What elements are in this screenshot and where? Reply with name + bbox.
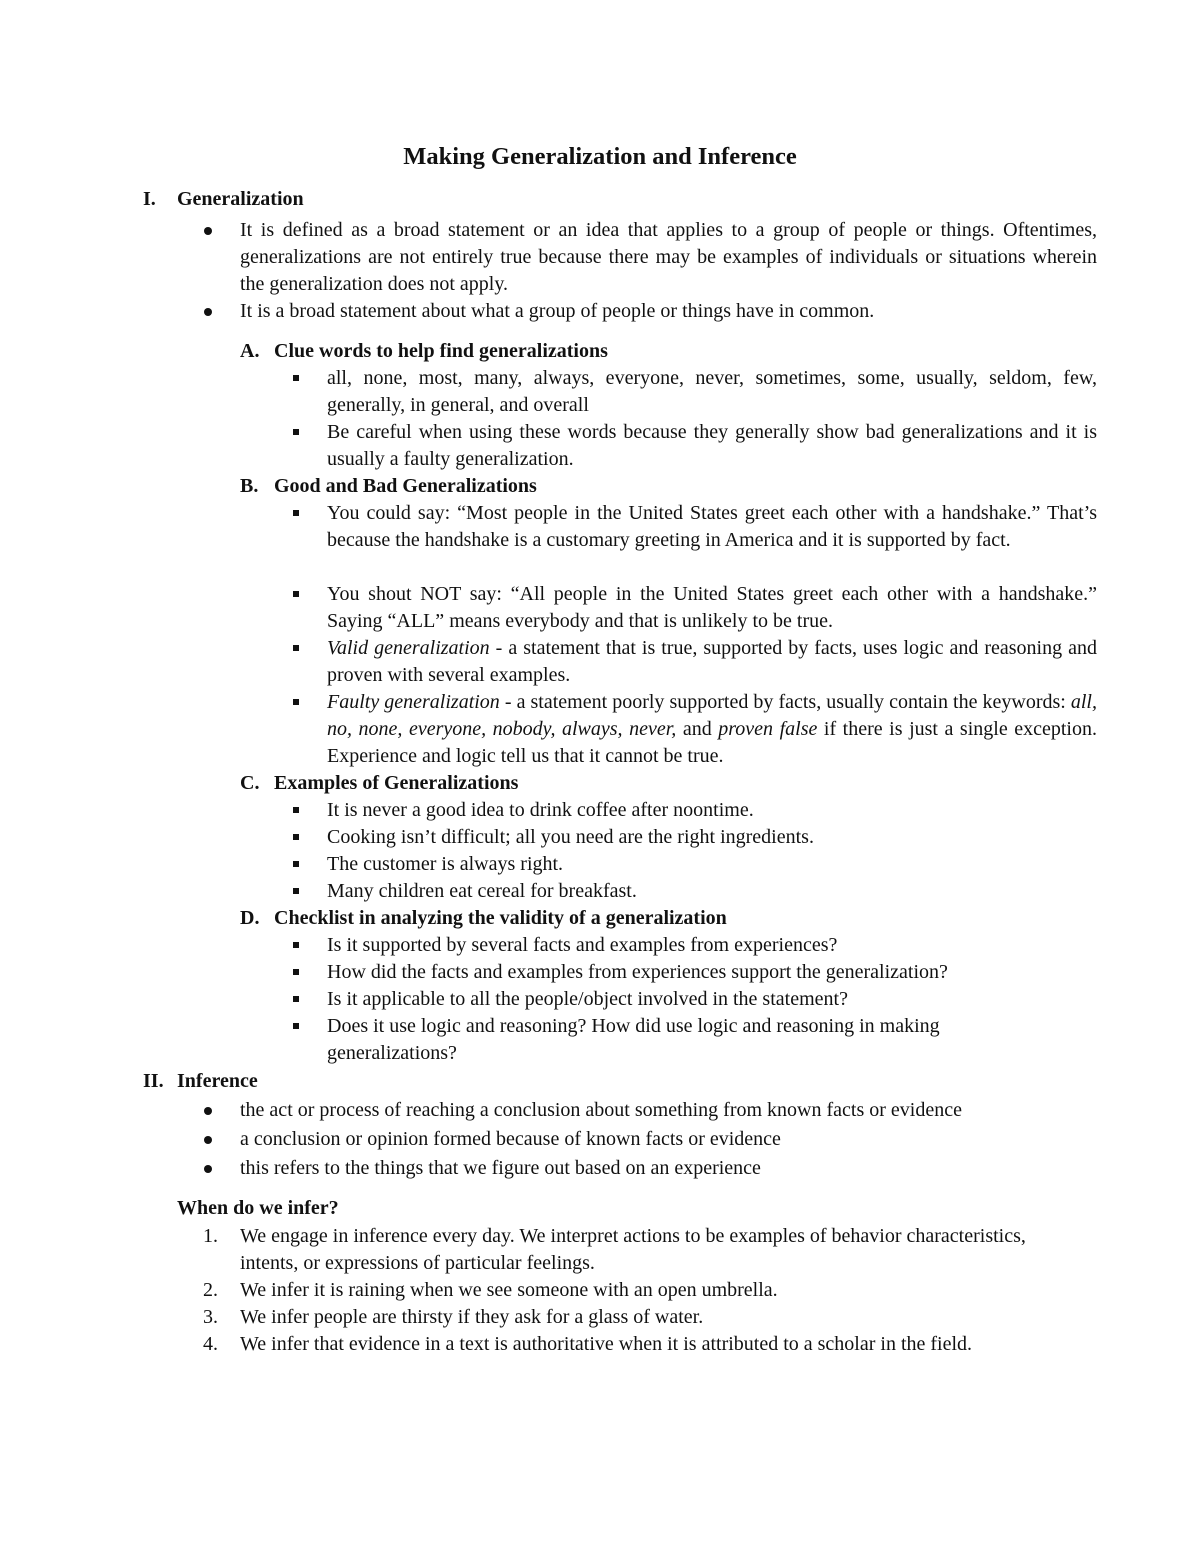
definition-text: - a statement that is true, supported by facts, uses logic and reasoning and proven with several examples. [327, 637, 1097, 686]
keywords-text: all, no, none, everyone, nobody, always, never, [327, 691, 1097, 740]
square-bullet-icon [293, 1023, 299, 1029]
subsection-letter: A. [240, 340, 260, 362]
numbered-item: We infer it is raining when we see someone with an open umbrella. [240, 1279, 778, 1301]
when-heading: When do we infer? [177, 1197, 339, 1219]
subsection-title: Examples of Generalizations [274, 772, 519, 794]
list-item [327, 689, 1097, 770]
subsection-letter: D. [240, 907, 260, 929]
square-bullet-icon [293, 942, 299, 948]
square-bullet-icon [293, 429, 299, 435]
list-item: Does it use logic and reasoning? How did use logic and reasoning in making generalizations? [327, 1015, 940, 1064]
square-bullet-icon [293, 861, 299, 867]
subsection-letter: C. [240, 772, 260, 794]
list-item: all, none, most, many, always, everyone, never, sometimes, some, usually, seldom, few, generally, in general, and overall [327, 367, 1097, 416]
list-item: Cooking isn’t difficult; all you need are the right ingredients. [327, 826, 814, 848]
list-item: You could say: “Most people in the United States greet each other with a handshake.” That’s because the handshake is a customary greeting in America and it is supported by fact. [327, 502, 1097, 551]
definition-text: - a statement poorly supported by facts, usually contain the keywords: [499, 691, 1071, 713]
section-title: Inference [177, 1070, 258, 1092]
list-item: Many children eat cereal for breakfast. [327, 880, 637, 902]
list-item: It is a broad statement about what a group of people or things have in common. [240, 300, 875, 322]
list-item: Be careful when using these words because they generally show bad generalizations and it is usually a faulty generalization. [327, 421, 1097, 470]
subsection-title: Checklist in analyzing the validity of a generalization [274, 907, 727, 929]
definition-text-end: if there is just a single exception. Experience and logic tell us that it cannot be true. [327, 718, 1097, 767]
square-bullet-icon [293, 969, 299, 975]
list-item [327, 635, 1097, 689]
numbered-item: We infer that evidence in a text is authoritative when it is attributed to a scholar in the field. [240, 1333, 973, 1355]
square-bullet-icon [293, 591, 299, 597]
list-number: 1. [203, 1225, 218, 1247]
list-number: 3. [203, 1306, 218, 1328]
list-item: this refers to the things that we figure out based on an experience [240, 1157, 761, 1179]
square-bullet-icon [293, 834, 299, 840]
list-number: 2. [203, 1279, 218, 1301]
conjunction-text: and [676, 718, 719, 740]
numbered-item: We infer people are thirsty if they ask for a glass of water. [240, 1306, 704, 1328]
list-item: It is defined as a broad statement or an idea that applies to a group of people or things. Oftentimes, generalizations are not entirely true because there may be examples of individuals or situations wherein the generalization does not apply. [240, 219, 1097, 295]
numbered-item: We engage in inference every day. We interpret actions to be examples of behavior characteristics, intents, or expressions of particular feelings. [240, 1225, 1026, 1274]
square-bullet-icon [293, 375, 299, 381]
page-title: Making Generalization and Inference [403, 143, 797, 170]
list-item: Is it supported by several facts and examples from experiences? [327, 934, 838, 956]
square-bullet-icon [293, 996, 299, 1002]
section-number: I. [143, 188, 156, 210]
list-item: a conclusion or opinion formed because of known facts or evidence [240, 1128, 781, 1150]
term-valid-generalization: Valid generalization [327, 637, 490, 659]
bullet-icon [204, 1107, 212, 1115]
square-bullet-icon [293, 510, 299, 516]
list-item: Is it applicable to all the people/object involved in the statement? [327, 988, 848, 1010]
list-number: 4. [203, 1333, 218, 1355]
bullet-icon [204, 227, 212, 235]
list-item: the act or process of reaching a conclusion about something from known facts or evidence [240, 1099, 962, 1121]
term-faulty-generalization: Faulty generalization [327, 691, 500, 713]
list-item: You shout NOT say: “All people in the United States greet each other with a handshake.” Saying “ALL” means everybody and that is unlikely to be true. [327, 583, 1097, 632]
subsection-title: Good and Bad Generalizations [274, 475, 537, 497]
list-item: How did the facts and examples from experiences support the generalization? [327, 961, 948, 983]
square-bullet-icon [293, 645, 299, 651]
subsection-letter: B. [240, 475, 259, 497]
square-bullet-icon [293, 807, 299, 813]
section-title: Generalization [177, 188, 304, 210]
list-item: The customer is always right. [327, 853, 564, 875]
bullet-icon [204, 308, 212, 316]
section-number: II. [143, 1070, 164, 1092]
bullet-icon [204, 1136, 212, 1144]
subsection-title: Clue words to help find generalizations [274, 340, 608, 362]
list-item: It is never a good idea to drink coffee after noontime. [327, 799, 754, 821]
square-bullet-icon [293, 888, 299, 894]
bullet-icon [204, 1165, 212, 1173]
proven-false-text: proven false [718, 718, 818, 740]
square-bullet-icon [293, 699, 299, 705]
